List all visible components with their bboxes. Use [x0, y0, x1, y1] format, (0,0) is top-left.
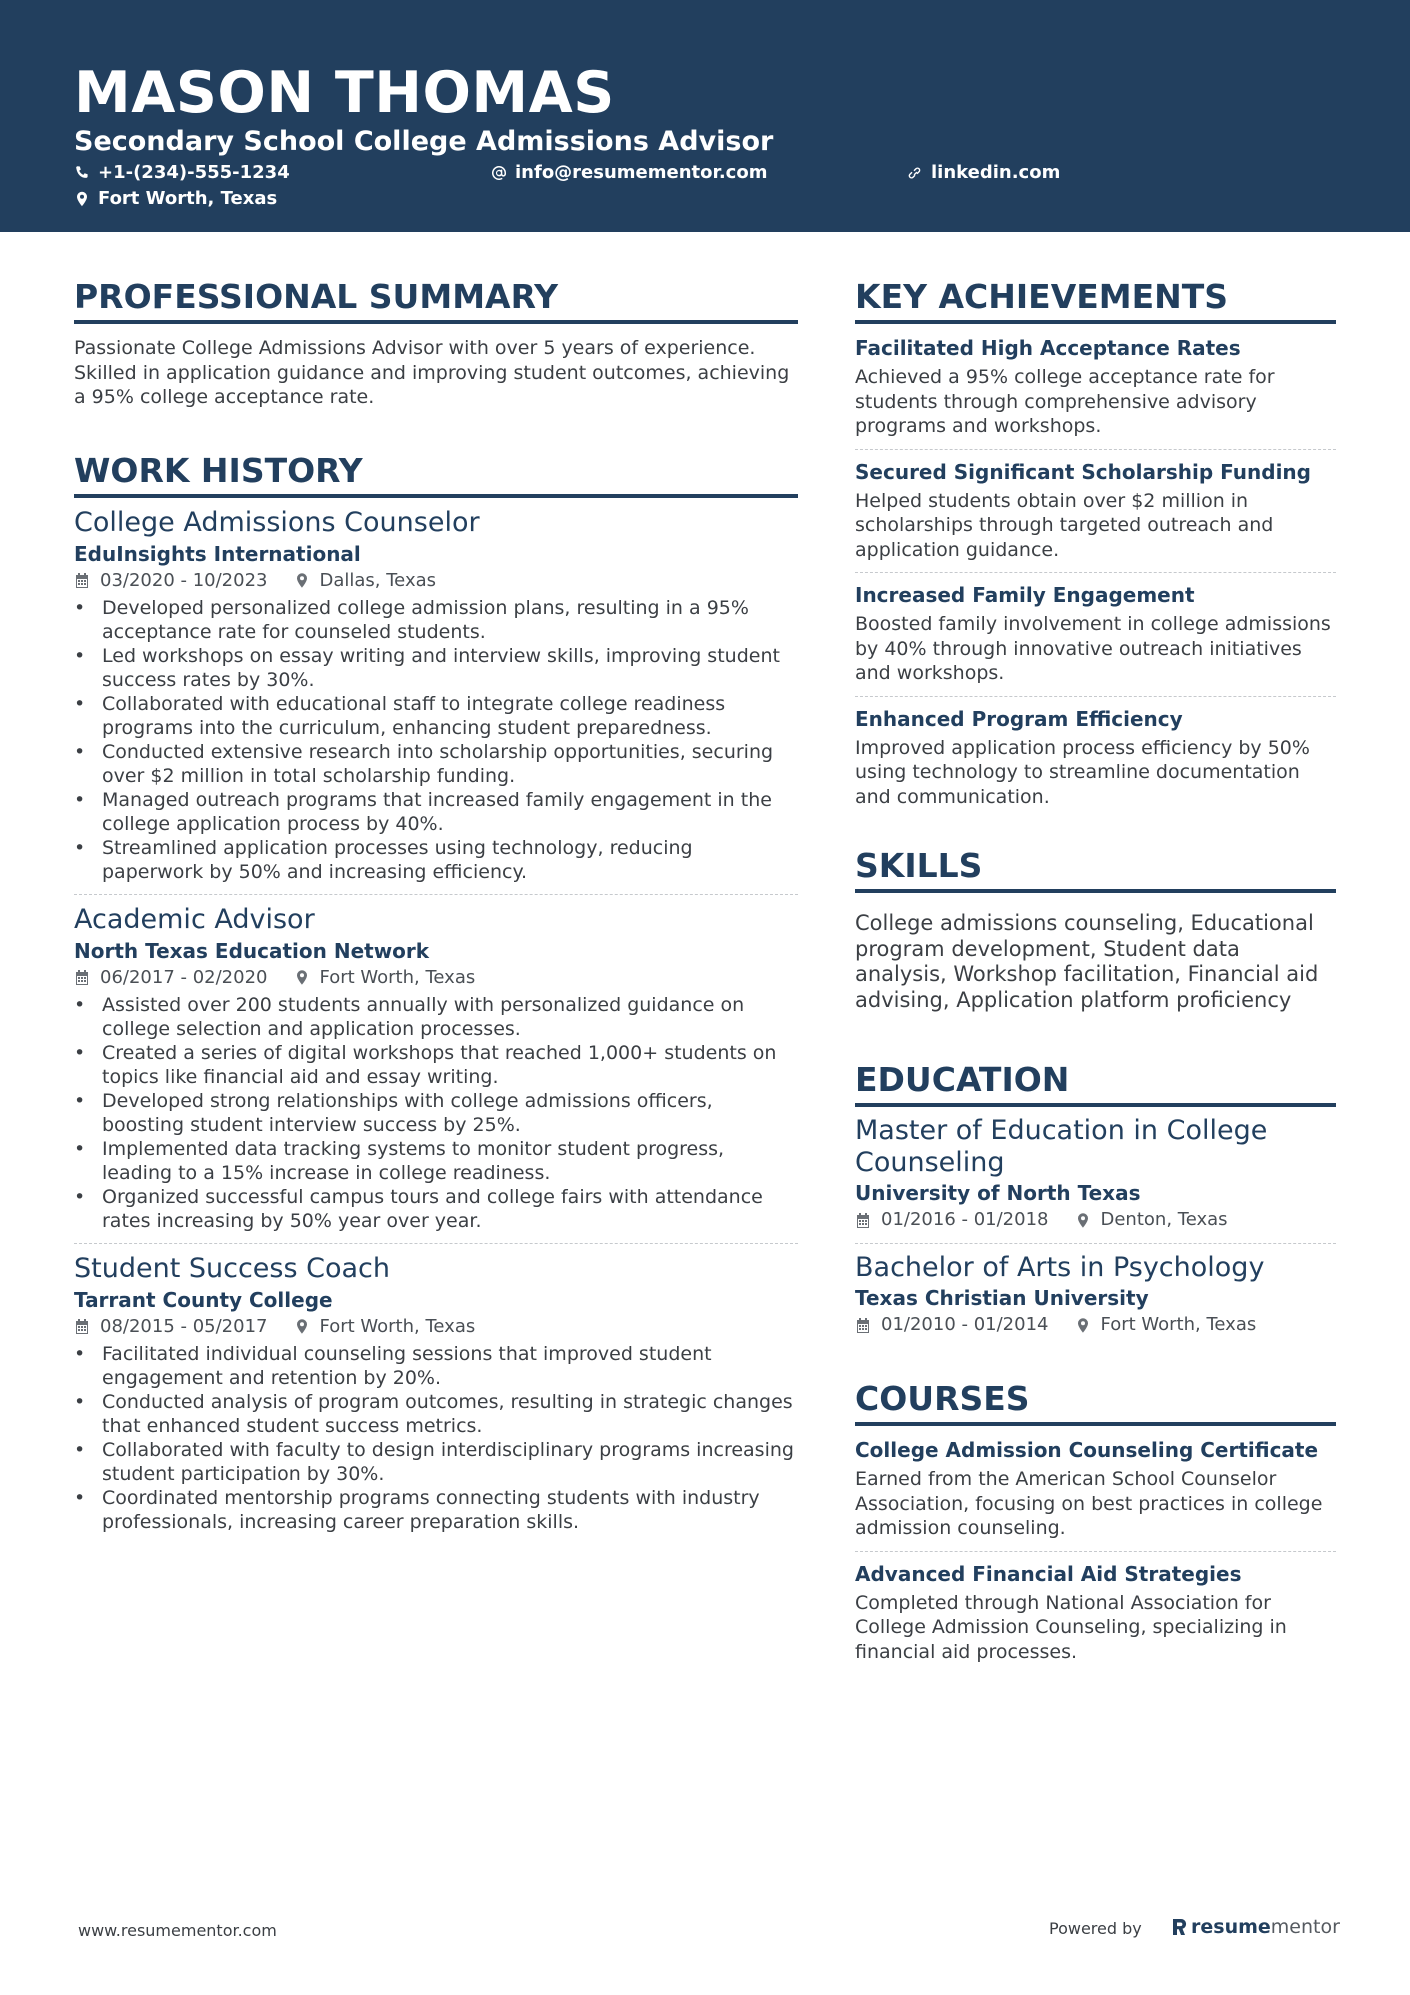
contact-email	[491, 161, 767, 185]
education-meta	[855, 1207, 1336, 1233]
right-column	[855, 274, 1336, 1664]
achievement-item	[855, 705, 1336, 810]
education-item	[855, 1252, 1336, 1338]
job-bullet: • Facilitated individual counseling sessions that improved student engagement and retention by 20%.	[74, 1342, 798, 1390]
job-bullet: • Streamlined application processes using technology, reducing paperwork by 50% and increasing efficiency.	[74, 836, 798, 884]
course-item	[855, 1436, 1336, 1541]
logo-mark-icon	[1171, 1917, 1187, 1937]
achievement-title: Facilitated High Acceptance Rates	[855, 336, 1241, 360]
footer-powered-by: Powered by	[1049, 1919, 1142, 1938]
at-icon	[491, 165, 507, 181]
candidate-title: Secondary School College Admissions Advisor	[74, 126, 774, 157]
education-meta	[855, 1312, 1336, 1338]
calendar-icon	[855, 1212, 871, 1229]
job-role: College Admissions Counselor	[74, 506, 480, 538]
education-location: Fort Worth, Texas	[1100, 1314, 1257, 1335]
achievement-desc: Helped students obtain over $2 million in scholarships through targeted outreach and application guidance.	[855, 489, 1274, 561]
phone-icon	[74, 165, 90, 181]
divider	[74, 1243, 798, 1244]
job-location: Fort Worth, Texas	[319, 1315, 476, 1337]
achievement-title: Increased Family Engagement	[855, 583, 1195, 607]
job-role: Student Success Coach	[74, 1252, 391, 1284]
job-location: Fort Worth, Texas	[319, 966, 476, 988]
location-icon	[1075, 1212, 1091, 1229]
education-item	[855, 1115, 1336, 1233]
calendar-icon	[74, 969, 90, 986]
linkedin-text: linkedin.com	[931, 162, 1061, 183]
achievement-item	[855, 458, 1336, 563]
divider	[855, 1243, 1336, 1244]
calendar-icon	[74, 572, 90, 589]
job-bullet: • Assisted over 200 students annually with personalized guidance on college selection and application processes.	[74, 993, 798, 1041]
location-icon	[294, 969, 310, 986]
job-meta	[74, 1314, 798, 1340]
divider	[74, 894, 798, 895]
divider	[855, 696, 1336, 697]
job-bullets	[74, 596, 798, 884]
job-bullet: • Collaborated with faculty to design interdisciplinary programs increasing student participation by 30%.	[74, 1438, 798, 1486]
summary-text: Passionate College Admissions Advisor with over 5 years of experience. Skilled in application guidance and improving student outcomes, achieving a 95% college acceptance rate.	[74, 337, 790, 408]
job-location: Dallas, Texas	[319, 569, 436, 591]
job-bullet: • Implemented data tracking systems to monitor student progress, leading to a 15% increase in college readiness.	[74, 1137, 798, 1185]
job-bullets	[74, 993, 798, 1233]
skills-text: College admissions counseling, Educational program development, Student data analysis, Workshop facilitation, Financial aid advising, Application platform proficiency	[855, 911, 1319, 1012]
courses-heading: COURSES	[855, 1376, 1336, 1426]
job-bullet: • Coordinated mentorship programs connecting students with industry professionals, increasing career preparation skills.	[74, 1486, 798, 1534]
footer-url[interactable]: www.resumementor.com	[78, 1921, 277, 1940]
link-icon	[907, 165, 923, 181]
job-company: EduInsights International	[74, 541, 361, 566]
calendar-icon	[855, 1317, 871, 1334]
logo-text-bold: resume	[1191, 1916, 1271, 1938]
candidate-name: MASON THOMAS	[74, 60, 615, 126]
education-school: Texas Christian University	[855, 1286, 1149, 1310]
job-bullets	[74, 1342, 798, 1534]
education-degree: Bachelor of Arts in Psychology	[855, 1252, 1265, 1283]
job-role: Academic Advisor	[74, 903, 315, 935]
job-bullet: • Managed outreach programs that increased family engagement in the college application process by 40%.	[74, 788, 798, 836]
achievements-heading: KEY ACHIEVEMENTS	[855, 274, 1336, 324]
achievement-desc: Boosted family involvement in college admissions by 40% through innovative outreach initiatives and workshops.	[855, 613, 1331, 684]
education-location: Denton, Texas	[1100, 1209, 1228, 1230]
course-title: Advanced Financial Aid Strategies	[855, 1561, 1242, 1586]
contact-linkedin	[907, 161, 1060, 185]
divider	[855, 572, 1336, 573]
education-dates: 01/2010 - 01/2014	[881, 1314, 1049, 1335]
location-icon	[1075, 1317, 1091, 1334]
email-text: info@resumementor.com	[515, 162, 768, 183]
job-entry	[74, 1252, 798, 1534]
job-dates: 03/2020 - 10/2023	[100, 569, 268, 591]
achievement-desc: Improved application process efficiency by 50% using technology to streamline documentation and communication.	[855, 736, 1310, 808]
calendar-icon	[74, 1318, 90, 1335]
work-heading: WORK HISTORY	[74, 448, 798, 498]
job-dates: 08/2015 - 05/2017	[100, 1315, 268, 1337]
resumementor-logo[interactable]	[1171, 1916, 1340, 1938]
job-bullet: • Conducted analysis of program outcomes, resulting in strategic changes that enhanced student success metrics.	[74, 1390, 798, 1438]
job-entry	[74, 506, 798, 884]
phone-text: +1-(234)-555-1234	[98, 162, 290, 183]
achievement-title: Enhanced Program Efficiency	[855, 706, 1183, 731]
education-school: University of North Texas	[855, 1181, 1141, 1205]
skills-heading: SKILLS	[855, 843, 1336, 893]
education-dates: 01/2016 - 01/2018	[881, 1209, 1049, 1230]
job-bullet: • Led workshops on essay writing and interview skills, improving student success rates by 30%.	[74, 644, 798, 692]
job-bullet: • Developed strong relationships with college admissions officers, boosting student interview success by 25%.	[74, 1089, 798, 1137]
course-desc: Completed through National Association for College Admission Counseling, specializing in financial aid processes.	[855, 1591, 1287, 1663]
job-company: Tarrant County College	[74, 1287, 333, 1312]
achievement-desc: Achieved a 95% college acceptance rate for students through comprehensive advisory programs and workshops.	[855, 366, 1275, 437]
logo-text-light: mentor	[1270, 1916, 1340, 1938]
job-meta	[74, 568, 798, 594]
resume-header	[0, 0, 1410, 232]
location-icon	[294, 572, 310, 589]
education-heading: EDUCATION	[855, 1057, 1336, 1107]
job-meta	[74, 965, 798, 991]
course-item	[855, 1560, 1336, 1665]
job-company: North Texas Education Network	[74, 938, 430, 963]
location-icon	[74, 191, 90, 207]
job-bullet: • Collaborated with educational staff to integrate college readiness programs into the curriculum, enhancing student preparedness.	[74, 692, 798, 740]
divider	[855, 449, 1336, 450]
achievement-title: Secured Significant Scholarship Funding	[855, 459, 1311, 484]
course-desc: Earned from the American School Counselor Association, focusing on best practices in college admission counseling.	[855, 1468, 1323, 1539]
job-bullet: • Conducted extensive research into scholarship opportunities, securing over $2 million in total scholarship funding.	[74, 740, 798, 788]
course-title: College Admission Counseling Certificate	[855, 1438, 1319, 1462]
location-text: Fort Worth, Texas	[98, 188, 278, 209]
job-entry	[74, 903, 798, 1233]
contact-location	[74, 187, 277, 211]
left-column	[74, 274, 798, 1534]
contact-phone	[74, 161, 290, 185]
job-bullet: • Created a series of digital workshops that reached 1,000+ students on topics like financial aid and essay writing.	[74, 1041, 798, 1089]
summary-heading: PROFESSIONAL SUMMARY	[74, 274, 798, 324]
achievement-item	[855, 334, 1336, 439]
education-degree: Master of Education in College Counseling	[855, 1115, 1268, 1178]
job-bullet: • Organized successful campus tours and college fairs with attendance rates increasing by 50% year over year.	[74, 1185, 798, 1233]
job-dates: 06/2017 - 02/2020	[100, 966, 268, 988]
divider	[855, 1551, 1336, 1552]
achievement-item	[855, 581, 1336, 686]
job-bullet: • Developed personalized college admission plans, resulting in a 95% acceptance rate for counseled students.	[74, 596, 798, 644]
location-icon	[294, 1318, 310, 1335]
